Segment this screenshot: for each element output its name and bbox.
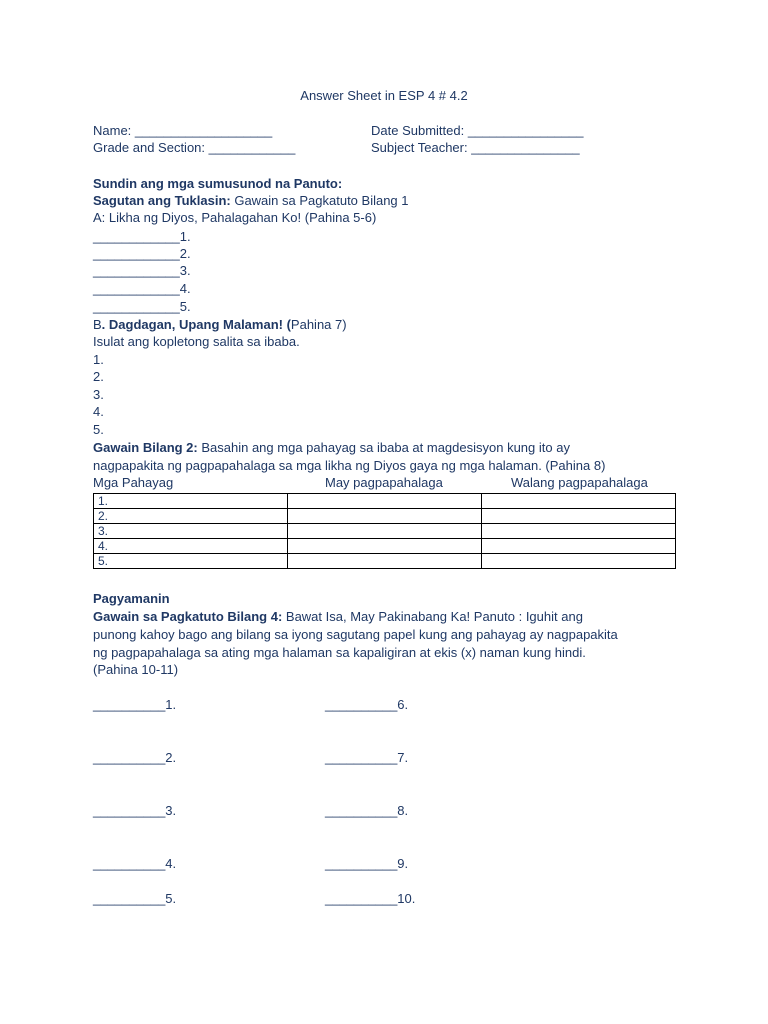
column-header-without-value: Walang pagpapahalaga	[511, 475, 648, 490]
answer-blank-item: __________4.	[93, 856, 177, 871]
subject-teacher-field: Subject Teacher: _______________	[371, 140, 580, 155]
page-title: Answer Sheet in ESP 4 # 4.2	[300, 88, 468, 103]
part-b-item: 1.	[93, 352, 104, 367]
part-b-page: Pahina 7)	[290, 317, 347, 332]
answer-blank-item: __________6.	[325, 697, 409, 712]
answer-cell[interactable]	[482, 509, 676, 524]
part-b-prefix: B	[93, 317, 102, 332]
table-row	[94, 524, 676, 539]
part-a-item: ____________2.	[93, 246, 191, 261]
tuklasin-text: Gawain sa Pagkatuto Bilang 1	[230, 193, 409, 208]
gawain4-text: Bawat Isa, May Pakinabang Ka! Panuto : Iguhit ang	[282, 609, 583, 624]
gawain4-line3: ng pagpapahalaga sa ating mga halaman sa kapaligiran at ekis (x) naman kung hindi.	[93, 645, 586, 660]
instructions-heading: Sundin ang mga sumusunod na Panuto:	[93, 176, 343, 191]
table-row	[94, 509, 676, 524]
answer-blank-item: __________10.	[325, 891, 416, 906]
decision-table	[93, 493, 676, 569]
part-b-item: 4.	[93, 404, 104, 419]
part-b-item: 3.	[93, 387, 104, 402]
part-a-item: ____________5.	[93, 299, 191, 314]
answer-blank-item: __________3.	[93, 803, 177, 818]
answer-cell[interactable]	[482, 539, 676, 554]
answer-cell[interactable]	[288, 509, 482, 524]
name-field: Name: ___________________	[93, 123, 273, 138]
part-b-instruction: Isulat ang kopletong salita sa ibaba.	[93, 334, 300, 349]
answer-cell[interactable]	[482, 494, 676, 509]
answer-cell[interactable]	[288, 524, 482, 539]
row-number-cell: 2.	[94, 509, 288, 524]
answer-cell[interactable]	[482, 554, 676, 569]
gawain4-label: Gawain sa Pagkatuto Bilang 4:	[93, 609, 283, 624]
part-a-item: ____________1.	[93, 229, 191, 244]
answer-blank-item: __________9.	[325, 856, 409, 871]
gawain4-line2: punong kahoy bago ang bilang sa iyong sagutang papel kung ang pahayag ay nagpapakita	[93, 627, 618, 642]
row-number-cell: 1.	[94, 494, 288, 509]
answer-cell[interactable]	[288, 494, 482, 509]
part-b-title	[93, 316, 347, 333]
gawain2-text: Basahin ang mga pahayag sa ibaba at magdesisyon kung ito ay	[197, 440, 570, 455]
date-submitted-field: Date Submitted: ________________	[371, 123, 584, 138]
answer-cell[interactable]	[288, 554, 482, 569]
table-row	[94, 554, 676, 569]
answer-cell[interactable]	[288, 539, 482, 554]
answer-blank-item: __________8.	[325, 803, 409, 818]
table-row	[94, 539, 676, 554]
part-a-item: ____________4.	[93, 281, 191, 296]
table-row	[94, 494, 676, 509]
answer-cell[interactable]	[482, 524, 676, 539]
part-b-name: . Dagdagan, Upang Malaman! (	[101, 317, 291, 332]
tuklasin-line	[93, 192, 409, 209]
part-a-title: A: Likha ng Diyos, Pahalagahan Ko! (Pahina 5-6)	[93, 210, 377, 225]
gawain2-label: Gawain Bilang 2:	[93, 440, 198, 455]
row-number-cell: 3.	[94, 524, 288, 539]
part-b-item: 2.	[93, 369, 104, 384]
part-a-item: ____________3.	[93, 263, 191, 278]
grade-section-field: Grade and Section: ____________	[93, 140, 296, 155]
part-b-item: 5.	[93, 422, 104, 437]
gawain2-line2: nagpapakita ng pagpapahalaga sa mga likha ng Diyos gaya ng mga halaman. (Pahina 8)	[93, 458, 606, 473]
pagyamanin-heading: Pagyamanin	[93, 591, 170, 606]
answer-blank-item: __________7.	[325, 750, 409, 765]
answer-blank-item: __________2.	[93, 750, 177, 765]
answer-blank-item: __________5.	[93, 891, 177, 906]
row-number-cell: 4.	[94, 539, 288, 554]
row-number-cell: 5.	[94, 554, 288, 569]
gawain4-line1	[93, 608, 583, 625]
gawain4-line4: (Pahina 10-11)	[93, 662, 179, 677]
column-header-with-value: May pagpapahalaga	[325, 475, 443, 490]
gawain2-line1	[93, 439, 570, 456]
column-header-statements: Mga Pahayag	[93, 475, 174, 490]
answer-blank-item: __________1.	[93, 697, 177, 712]
tuklasin-label: Sagutan ang Tuklasin:	[93, 193, 231, 208]
